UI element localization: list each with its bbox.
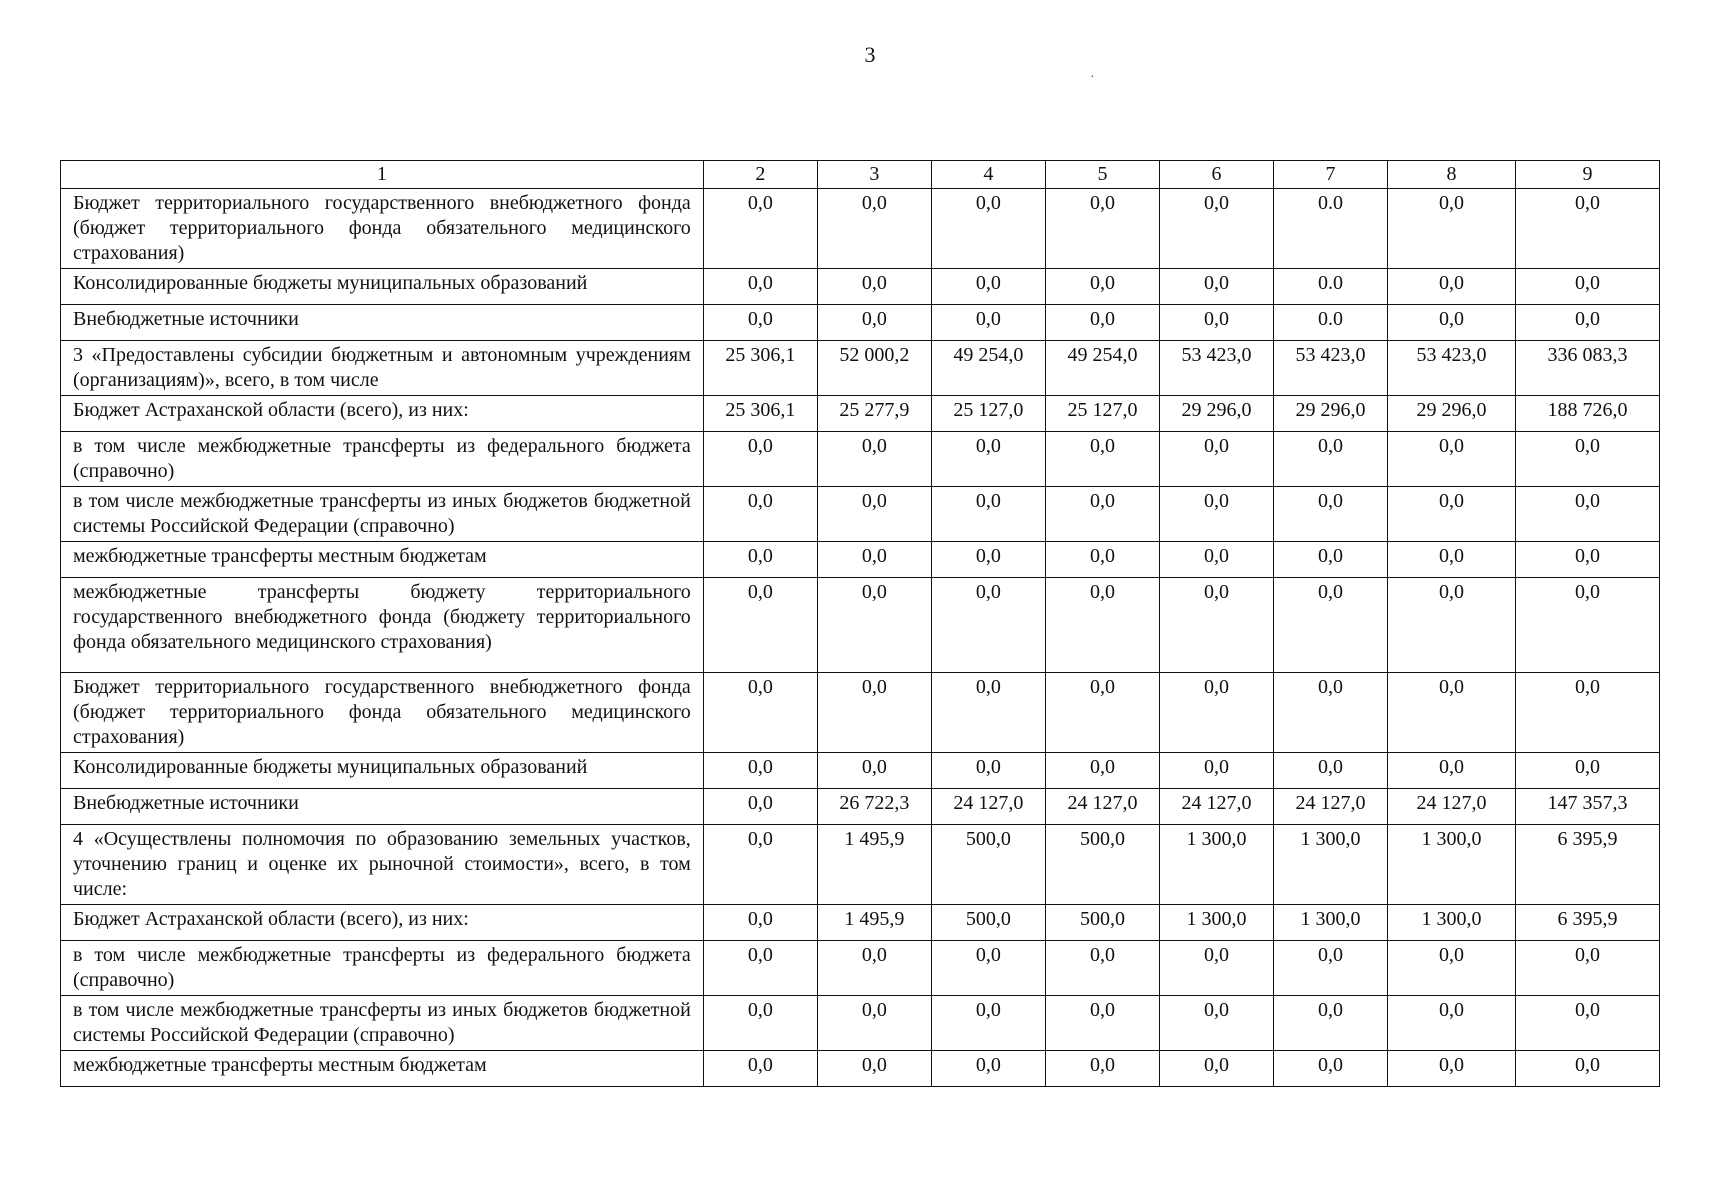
table-row [61,396,1660,432]
value-cell: 0,0 [1515,1051,1659,1087]
value-cell: 0,0 [1159,753,1273,789]
value-cell: 0,0 [1159,432,1273,487]
value-cell: 25 277,9 [817,396,931,432]
row-label: Консолидированные бюджеты муниципальных образований [61,753,704,789]
value-cell: 188 726,0 [1515,396,1659,432]
value-cell: 0,0 [1388,542,1516,578]
value-cell: 0,0 [1274,578,1388,673]
value-cell: 0,0 [1045,487,1159,542]
value-cell: 29 296,0 [1159,396,1273,432]
table-row [61,825,1660,905]
value-cell: 0,0 [1045,941,1159,996]
value-cell: 0,0 [1388,269,1516,305]
value-cell: 0,0 [1159,673,1273,753]
value-cell: 53 423,0 [1274,341,1388,396]
value-cell: 0,0 [1045,189,1159,269]
table-row [61,341,1660,396]
row-label: Бюджет территориального государственного внебюджетного фонда (бюджет территориального фонда обязательного медицинского страхования) [61,673,704,753]
value-cell: 0,0 [703,432,817,487]
table-row [61,905,1660,941]
value-cell: 0,0 [1515,941,1659,996]
value-cell: 25 306,1 [703,341,817,396]
value-cell: 0,0 [703,996,817,1051]
value-cell: 0,0 [1515,487,1659,542]
value-cell: 0,0 [931,1051,1045,1087]
value-cell: 0,0 [1388,305,1516,341]
row-label: 4 «Осуществлены полномочия по образованию земельных участков, уточнению границ и оценке их рыночной стоимости», всего, в том числе: [61,825,704,905]
row-label: межбюджетные трансферты местным бюджетам [61,542,704,578]
value-cell: 0,0 [1388,996,1516,1051]
value-cell: 147 357,3 [1515,789,1659,825]
value-cell: 500,0 [931,905,1045,941]
table-row [61,487,1660,542]
value-cell: 0,0 [817,578,931,673]
value-cell: 0,0 [1045,753,1159,789]
value-cell: 0,0 [817,189,931,269]
value-cell: 0,0 [1159,1051,1273,1087]
value-cell: 49 254,0 [1045,341,1159,396]
row-label: Внебюджетные источники [61,789,704,825]
value-cell: 0,0 [1388,941,1516,996]
value-cell: 0,0 [931,305,1045,341]
value-cell: 0,0 [1388,189,1516,269]
column-number-5: 5 [1045,161,1159,189]
page-number: 3 [864,42,876,67]
value-cell: 0,0 [703,753,817,789]
table-row [61,753,1660,789]
value-cell: 0,0 [1045,996,1159,1051]
value-cell: 0,0 [931,487,1045,542]
column-number-7: 7 [1274,161,1388,189]
value-cell: 6 395,9 [1515,905,1659,941]
value-cell: 0,0 [703,789,817,825]
value-cell: 0,0 [1274,753,1388,789]
value-cell: 1 495,9 [817,825,931,905]
value-cell: 0,0 [1274,487,1388,542]
column-number-4: 4 [931,161,1045,189]
value-cell: 0,0 [817,673,931,753]
value-cell: 0,0 [1045,673,1159,753]
value-cell: 0,0 [931,673,1045,753]
value-cell: 0,0 [931,189,1045,269]
column-number-2: 2 [703,161,817,189]
value-cell: 0,0 [817,753,931,789]
column-number-9: 9 [1515,161,1659,189]
table-row [61,1051,1660,1087]
value-cell: 53 423,0 [1388,341,1516,396]
value-cell: 0,0 [931,996,1045,1051]
value-cell: 0,0 [703,825,817,905]
value-cell: 0,0 [1045,578,1159,673]
value-cell: 0,0 [1159,269,1273,305]
value-cell: 0,0 [1515,753,1659,789]
value-cell: 0.0 [1274,189,1388,269]
value-cell: 0,0 [1515,673,1659,753]
row-label: в том числе межбюджетные трансферты из федерального бюджета (справочно) [61,432,704,487]
value-cell: 6 395,9 [1515,825,1659,905]
value-cell: 0,0 [931,269,1045,305]
table-row [61,269,1660,305]
value-cell: 0,0 [1159,996,1273,1051]
value-cell: 24 127,0 [1274,789,1388,825]
value-cell: 500,0 [1045,825,1159,905]
value-cell: 0,0 [703,941,817,996]
value-cell: 0,0 [703,1051,817,1087]
value-cell: 0,0 [703,305,817,341]
value-cell: 0,0 [703,269,817,305]
value-cell: 1 300,0 [1159,825,1273,905]
value-cell: 0,0 [1159,305,1273,341]
table-row [61,305,1660,341]
value-cell: 25 306,1 [703,396,817,432]
value-cell: 0,0 [931,578,1045,673]
value-cell: 53 423,0 [1159,341,1273,396]
value-cell: 0,0 [703,905,817,941]
row-label: межбюджетные трансферты местным бюджетам [61,1051,704,1087]
value-cell: 0,0 [1388,578,1516,673]
value-cell: 0,0 [817,305,931,341]
value-cell: 24 127,0 [1045,789,1159,825]
value-cell: 24 127,0 [931,789,1045,825]
table-row [61,542,1660,578]
value-cell: 0,0 [1159,542,1273,578]
value-cell: 0,0 [703,578,817,673]
value-cell: 0,0 [703,673,817,753]
table-row [61,941,1660,996]
value-cell: 0,0 [1515,305,1659,341]
row-label: в том числе межбюджетные трансферты из иных бюджетов бюджетной системы Российской Федерации (справочно) [61,996,704,1051]
value-cell: 24 127,0 [1388,789,1516,825]
value-cell: 1 300,0 [1274,905,1388,941]
row-label: 3 «Предоставлены субсидии бюджетным и автономным учреждениям (организациям)», всего, в том числе [61,341,704,396]
value-cell: 25 127,0 [1045,396,1159,432]
value-cell: 0,0 [1515,542,1659,578]
value-cell: 0,0 [817,432,931,487]
row-label: Внебюджетные источники [61,305,704,341]
value-cell: 0,0 [1515,269,1659,305]
value-cell: 24 127,0 [1159,789,1273,825]
value-cell: 0,0 [1388,673,1516,753]
value-cell: 49 254,0 [931,341,1045,396]
value-cell: 0,0 [931,941,1045,996]
value-cell: 0,0 [1045,269,1159,305]
value-cell: 0,0 [1274,941,1388,996]
value-cell: 0,0 [1274,542,1388,578]
value-cell: 0,0 [817,269,931,305]
value-cell: 0,0 [703,189,817,269]
value-cell: 500,0 [931,825,1045,905]
value-cell: 1 300,0 [1388,825,1516,905]
value-cell: 26 722,3 [817,789,931,825]
value-cell: 0,0 [1515,996,1659,1051]
value-cell: 0,0 [817,941,931,996]
value-cell: 1 300,0 [1159,905,1273,941]
value-cell: 0,0 [1045,305,1159,341]
value-cell: 0,0 [931,542,1045,578]
column-number-8: 8 [1388,161,1516,189]
value-cell: 0.0 [1274,269,1388,305]
value-cell: 1 300,0 [1388,905,1516,941]
value-cell: 0,0 [817,1051,931,1087]
budget-table [60,160,1660,1087]
value-cell: 0,0 [1159,578,1273,673]
table-row [61,578,1660,673]
value-cell: 0,0 [931,753,1045,789]
value-cell: 0,0 [931,432,1045,487]
column-number-3: 3 [817,161,931,189]
value-cell: 0,0 [1274,432,1388,487]
value-cell: 0,0 [1274,1051,1388,1087]
value-cell: 0,0 [703,487,817,542]
table-row [61,789,1660,825]
value-cell: 0,0 [1515,189,1659,269]
row-label: в том числе межбюджетные трансферты из федерального бюджета (справочно) [61,941,704,996]
value-cell: 0,0 [1159,487,1273,542]
value-cell: 0,0 [1388,1051,1516,1087]
value-cell: 0,0 [1045,432,1159,487]
table-row [61,189,1660,269]
value-cell: 0,0 [1388,432,1516,487]
table-row [61,996,1660,1051]
value-cell: 0,0 [703,542,817,578]
value-cell: 52 000,2 [817,341,931,396]
value-cell: 1 300,0 [1274,825,1388,905]
value-cell: 1 495,9 [817,905,931,941]
column-number-1: 1 [61,161,704,189]
value-cell: 0,0 [1159,941,1273,996]
value-cell: 336 083,3 [1515,341,1659,396]
row-label: Бюджет Астраханской области (всего), из них: [61,396,704,432]
value-cell: 29 296,0 [1388,396,1516,432]
value-cell: 0,0 [1515,578,1659,673]
value-cell: 500,0 [1045,905,1159,941]
value-cell: 0,0 [1045,1051,1159,1087]
value-cell: 0,0 [1159,189,1273,269]
table-row [61,673,1660,753]
value-cell: 0,0 [1274,673,1388,753]
value-cell: 0,0 [1515,432,1659,487]
value-cell: 0,0 [1388,487,1516,542]
value-cell: 0,0 [817,996,931,1051]
value-cell: 29 296,0 [1274,396,1388,432]
value-cell: 0,0 [817,542,931,578]
row-label: Бюджет Астраханской области (всего), из них: [61,905,704,941]
value-cell: 0,0 [817,487,931,542]
column-number-6: 6 [1159,161,1273,189]
value-cell: 0,0 [1274,996,1388,1051]
value-cell: 0,0 [1045,542,1159,578]
row-label: в том числе межбюджетные трансферты из иных бюджетов бюджетной системы Российской Федерации (справочно) [61,487,704,542]
scan-speck: · [1090,70,1095,85]
table-row [61,432,1660,487]
header-row [61,161,1660,189]
value-cell: 0,0 [1388,753,1516,789]
value-cell: 25 127,0 [931,396,1045,432]
row-label: Консолидированные бюджеты муниципальных образований [61,269,704,305]
row-label: Бюджет территориального государственного внебюджетного фонда (бюджет территориального фонда обязательного медицинского страхования) [61,189,704,269]
row-label: межбюджетные трансферты бюджету территориального государственного внебюджетного фонда (бюджету территориального фонда обязательного медицинского страхования) [61,578,704,673]
value-cell: 0.0 [1274,305,1388,341]
